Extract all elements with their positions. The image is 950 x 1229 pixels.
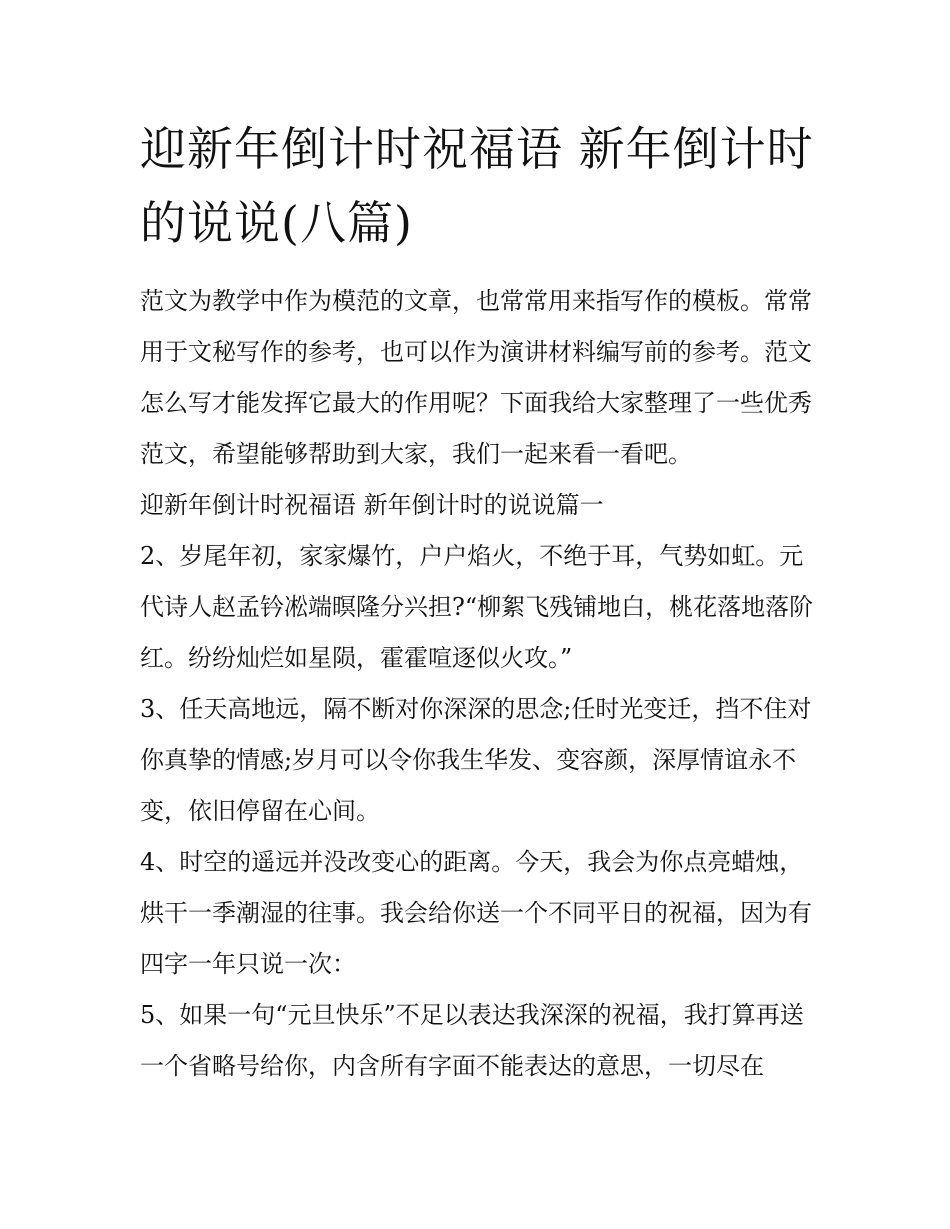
paragraph-item-2: 2、岁尾年初，家家爆竹，户户焰火，不绝于耳，气势如虹。元代诗人赵孟钤凇端暝隆分兴担?“柳絮飞残铺地白，桃花落地落阶红。纷纷灿烂如星陨，霍霍喧逐似火攻。” bbox=[140, 542, 814, 672]
intro-paragraph: 范文为教学中作为模范的文章，也常常用来指写作的模板。常常用于文秘写作的参考，也可以作为演讲材料编写前的参考。范文怎么写才能发挥它最大的作用呢？下面我给大家整理了一些优秀范文，希望能够帮助到大家，我们一起来看一看吧。 bbox=[140, 287, 812, 468]
paragraph-item-4: 4、时空的遥远并没改变心的距离。今天，我会为你点亮蜡烛，烘干一季潮湿的往事。我会给你送一个不同平日的祝福，因为有四字一年只说一次： bbox=[140, 848, 812, 978]
document-content bbox=[140, 112, 820, 1092]
paragraph-item-3: 3、任天高地远，隔不断对你深深的思念;任时光变迁，挡不住对你真挚的情感;岁月可以令你我生华发、变容颜，深厚情谊永不变，依旧停留在心间。 bbox=[140, 695, 812, 825]
paragraph-item-5: 5、如果一句“元旦快乐”不足以表达我深深的祝福，我打算再送一个省略号给你，内含所有字面不能表达的意思，一切尽在 bbox=[140, 1001, 804, 1080]
document-body bbox=[140, 276, 820, 1092]
document-title: 迎新年倒计时祝福语 新年倒计时的说说(八篇) bbox=[140, 122, 814, 250]
section-heading: 迎新年倒计时祝福语 新年倒计时的说说篇一 bbox=[140, 491, 604, 519]
